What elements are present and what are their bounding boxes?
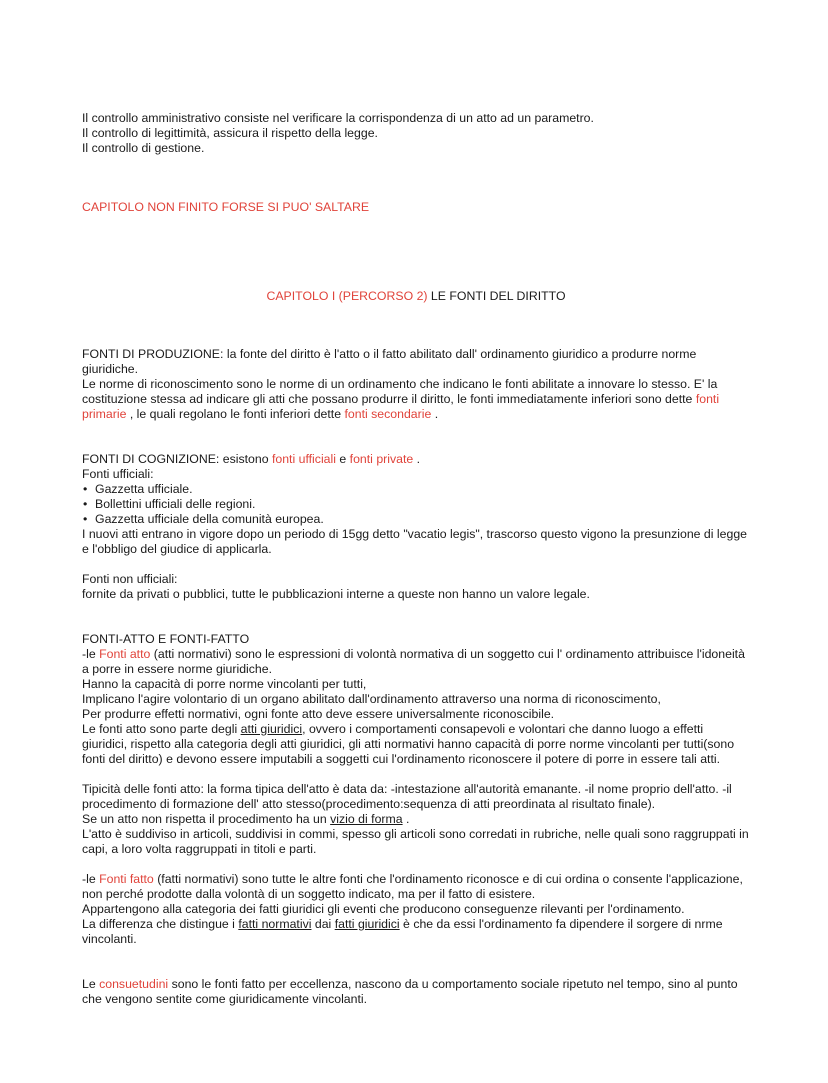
cognizione-heading <box>82 452 750 467</box>
text-run: Le norme di riconoscimento sono le norme di un ordinamento che indicano le fonti abilitate a innovare lo stesso. E' la costituzione stessa ad indicare gli atti che possano produrre il diritto, le fonti immediatamente inferiori sono dette <box>82 377 718 406</box>
fonti-atto-definition <box>82 647 750 677</box>
fonti-non-ufficiali-title: Fonti non ufficiali: <box>82 572 178 586</box>
unfinished-chapter-notice: CAPITOLO NON FINITO FORSE SI PUO' SALTARE <box>82 200 370 214</box>
atti-giuridici-paragraph <box>82 722 750 767</box>
text-run: Le <box>82 977 100 991</box>
intro-line: Il controllo di gestione. <box>82 141 205 155</box>
text-run: -le <box>82 872 100 886</box>
fonti-fatto-definition <box>82 872 750 902</box>
paragraph-line: Implicano l'agire volontario di un organo abilitato dall'ordinamento attraverso una norma di riconoscimento, <box>82 692 661 706</box>
paragraph-line: Per produrre effetti normativi, ogni fonte atto deve essere universalmente riconoscibile. <box>82 707 555 721</box>
vacatio-legis-paragraph: I nuovi atti entrano in vigore dopo un periodo di 15gg detto "vacatio legis", trascorso questo vigono la presunzione di legge e l'obbligo del giudice di applicarla. <box>82 527 747 556</box>
text-run: e <box>335 452 350 466</box>
text-run: FONTI DI COGNIZIONE: esistono <box>82 452 272 466</box>
paragraph-line: Appartengono alla categoria dei fatti giuridici gli eventi che producono conseguenze rilevanti per l'ordinamento. <box>82 902 685 916</box>
intro-section <box>82 111 750 156</box>
text-run: . <box>413 452 421 466</box>
text-run: è che da essi l'ordinamento fa dipendere il sorgere di nrme vincolanti. <box>82 917 723 946</box>
atto-fatto-section <box>82 632 750 767</box>
text-run: La differenza che distingue i <box>82 917 239 931</box>
list-item: • Gazzetta ufficiale. <box>82 482 750 497</box>
document-page <box>82 111 750 1007</box>
produzione-section <box>82 347 750 422</box>
tipicita-section <box>82 782 750 857</box>
vizio-forma-line <box>82 812 750 827</box>
consuetudini-term: consuetudini <box>99 977 169 991</box>
text-run: dai <box>311 917 335 931</box>
fatti-giuridici-term: fatti giuridici <box>334 917 400 931</box>
text-run: Le fonti atto sono parte degli <box>82 722 241 736</box>
list-item: • Gazzetta ufficiale della comunità europea. <box>82 512 750 527</box>
intro-line: Il controllo di legittimità, assicura il rispetto della legge. <box>82 126 378 140</box>
text-run: . <box>402 812 410 826</box>
intro-line: Il controllo amministrativo consiste nel verificare la corrispondenza di un atto ad un parametro. <box>82 111 594 125</box>
consuetudini-paragraph <box>82 977 750 1007</box>
vizio-di-forma-term: vizio di forma <box>330 812 403 826</box>
text-run: Se un atto non rispetta il procedimento ha un <box>82 812 331 826</box>
chapter-title <box>82 289 750 304</box>
articoli-paragraph: L'atto è suddiviso in articoli, suddivisi in commi, spesso gli articoli sono corredati in rubriche, nelle quali sono raggruppati in capi, a loro volta raggruppati in titoli e parti. <box>82 827 749 856</box>
paragraph-line: Hanno la capacità di porre norme vincolanti per tutti, <box>82 677 367 691</box>
produzione-paragraph <box>82 377 750 422</box>
fonti-fatto-term: Fonti fatto <box>99 872 154 886</box>
fonti-atto-term: Fonti atto <box>99 647 151 661</box>
atto-fatto-heading: FONTI-ATTO E FONTI-FATTO <box>82 632 250 646</box>
fonti-secondarie-term: fonti secondarie <box>344 407 432 421</box>
fonti-non-ufficiali-text: fornite da privati o pubblici, tutte le pubblicazioni interne a queste non hanno un valore legale. <box>82 587 590 601</box>
text-run: , le quali regolano le fonti inferiori dette <box>126 407 345 421</box>
text-run: (atti normativi) sono le espressioni di volontà normativa di un soggetto cui l' ordinamento attribuisce l'idoneità a porre in essere norme giuridiche. <box>82 647 745 676</box>
fonti-primarie-term: fonti primarie <box>82 392 720 421</box>
chapter-name: LE FONTI DEL DIRITTO <box>427 289 566 303</box>
text-run: (fatti normativi) sono tutte le altre fonti che l'ordinamento riconosce e di cui ordina o consente l'applicazione, non perché prodotte dalla volontà di un soggetto indicato, ma per il fatto di esistere. <box>82 872 743 901</box>
text-run: sono le fonti fatto per eccellenza, nascono da u comportamento sociale ripetuto nel tempo, sino al punto che vengono sentite come giuridicamente vincolanti. <box>82 977 738 1006</box>
fonti-private-term: fonti private <box>349 452 414 466</box>
consuetudini-section <box>82 977 750 1007</box>
text-run: , ovvero i comportamenti consapevoli e volontari che danno luogo a effetti giuridici, rispetto alla categoria degli atti giuridici, gli atti normativi hanno capacità di porre norme vincolanti per tutti(sono fonti del diritto) e devono essere imputabili a soggetti cui l'ordinamento riconoscere il potere di porre in essere tali atti. <box>82 722 735 766</box>
cognizione-section <box>82 452 750 602</box>
text-run: -le <box>82 647 100 661</box>
atti-giuridici-term: atti giuridici <box>240 722 303 736</box>
differenza-paragraph <box>82 917 750 947</box>
fatti-normativi-term: fatti normativi <box>238 917 312 931</box>
chapter-number: CAPITOLO I (PERCORSO 2) <box>266 289 428 303</box>
tipicita-paragraph: Tipicità delle fonti atto: la forma tipica dell'atto è data da: -intestazione all'autorità emanante. -il nome proprio dell'atto. -il procedimento di formazione dell' atto stesso(procedimento:sequenza di atti preordinata al risultato finale). <box>82 782 732 811</box>
fonti-ufficiali-title: Fonti ufficiali: <box>82 467 154 481</box>
produzione-definition: FONTI DI PRODUZIONE: la fonte del diritto è l'atto o il fatto abilitato dall' ordinamento giuridico a produrre norme giuridiche. <box>82 347 697 376</box>
text-run: . <box>431 407 439 421</box>
fonti-fatto-section <box>82 872 750 947</box>
fonti-ufficiali-list <box>82 482 750 527</box>
fonti-ufficiali-term: fonti ufficiali <box>271 452 336 466</box>
list-item: • Bollettini ufficiali delle regioni. <box>82 497 750 512</box>
